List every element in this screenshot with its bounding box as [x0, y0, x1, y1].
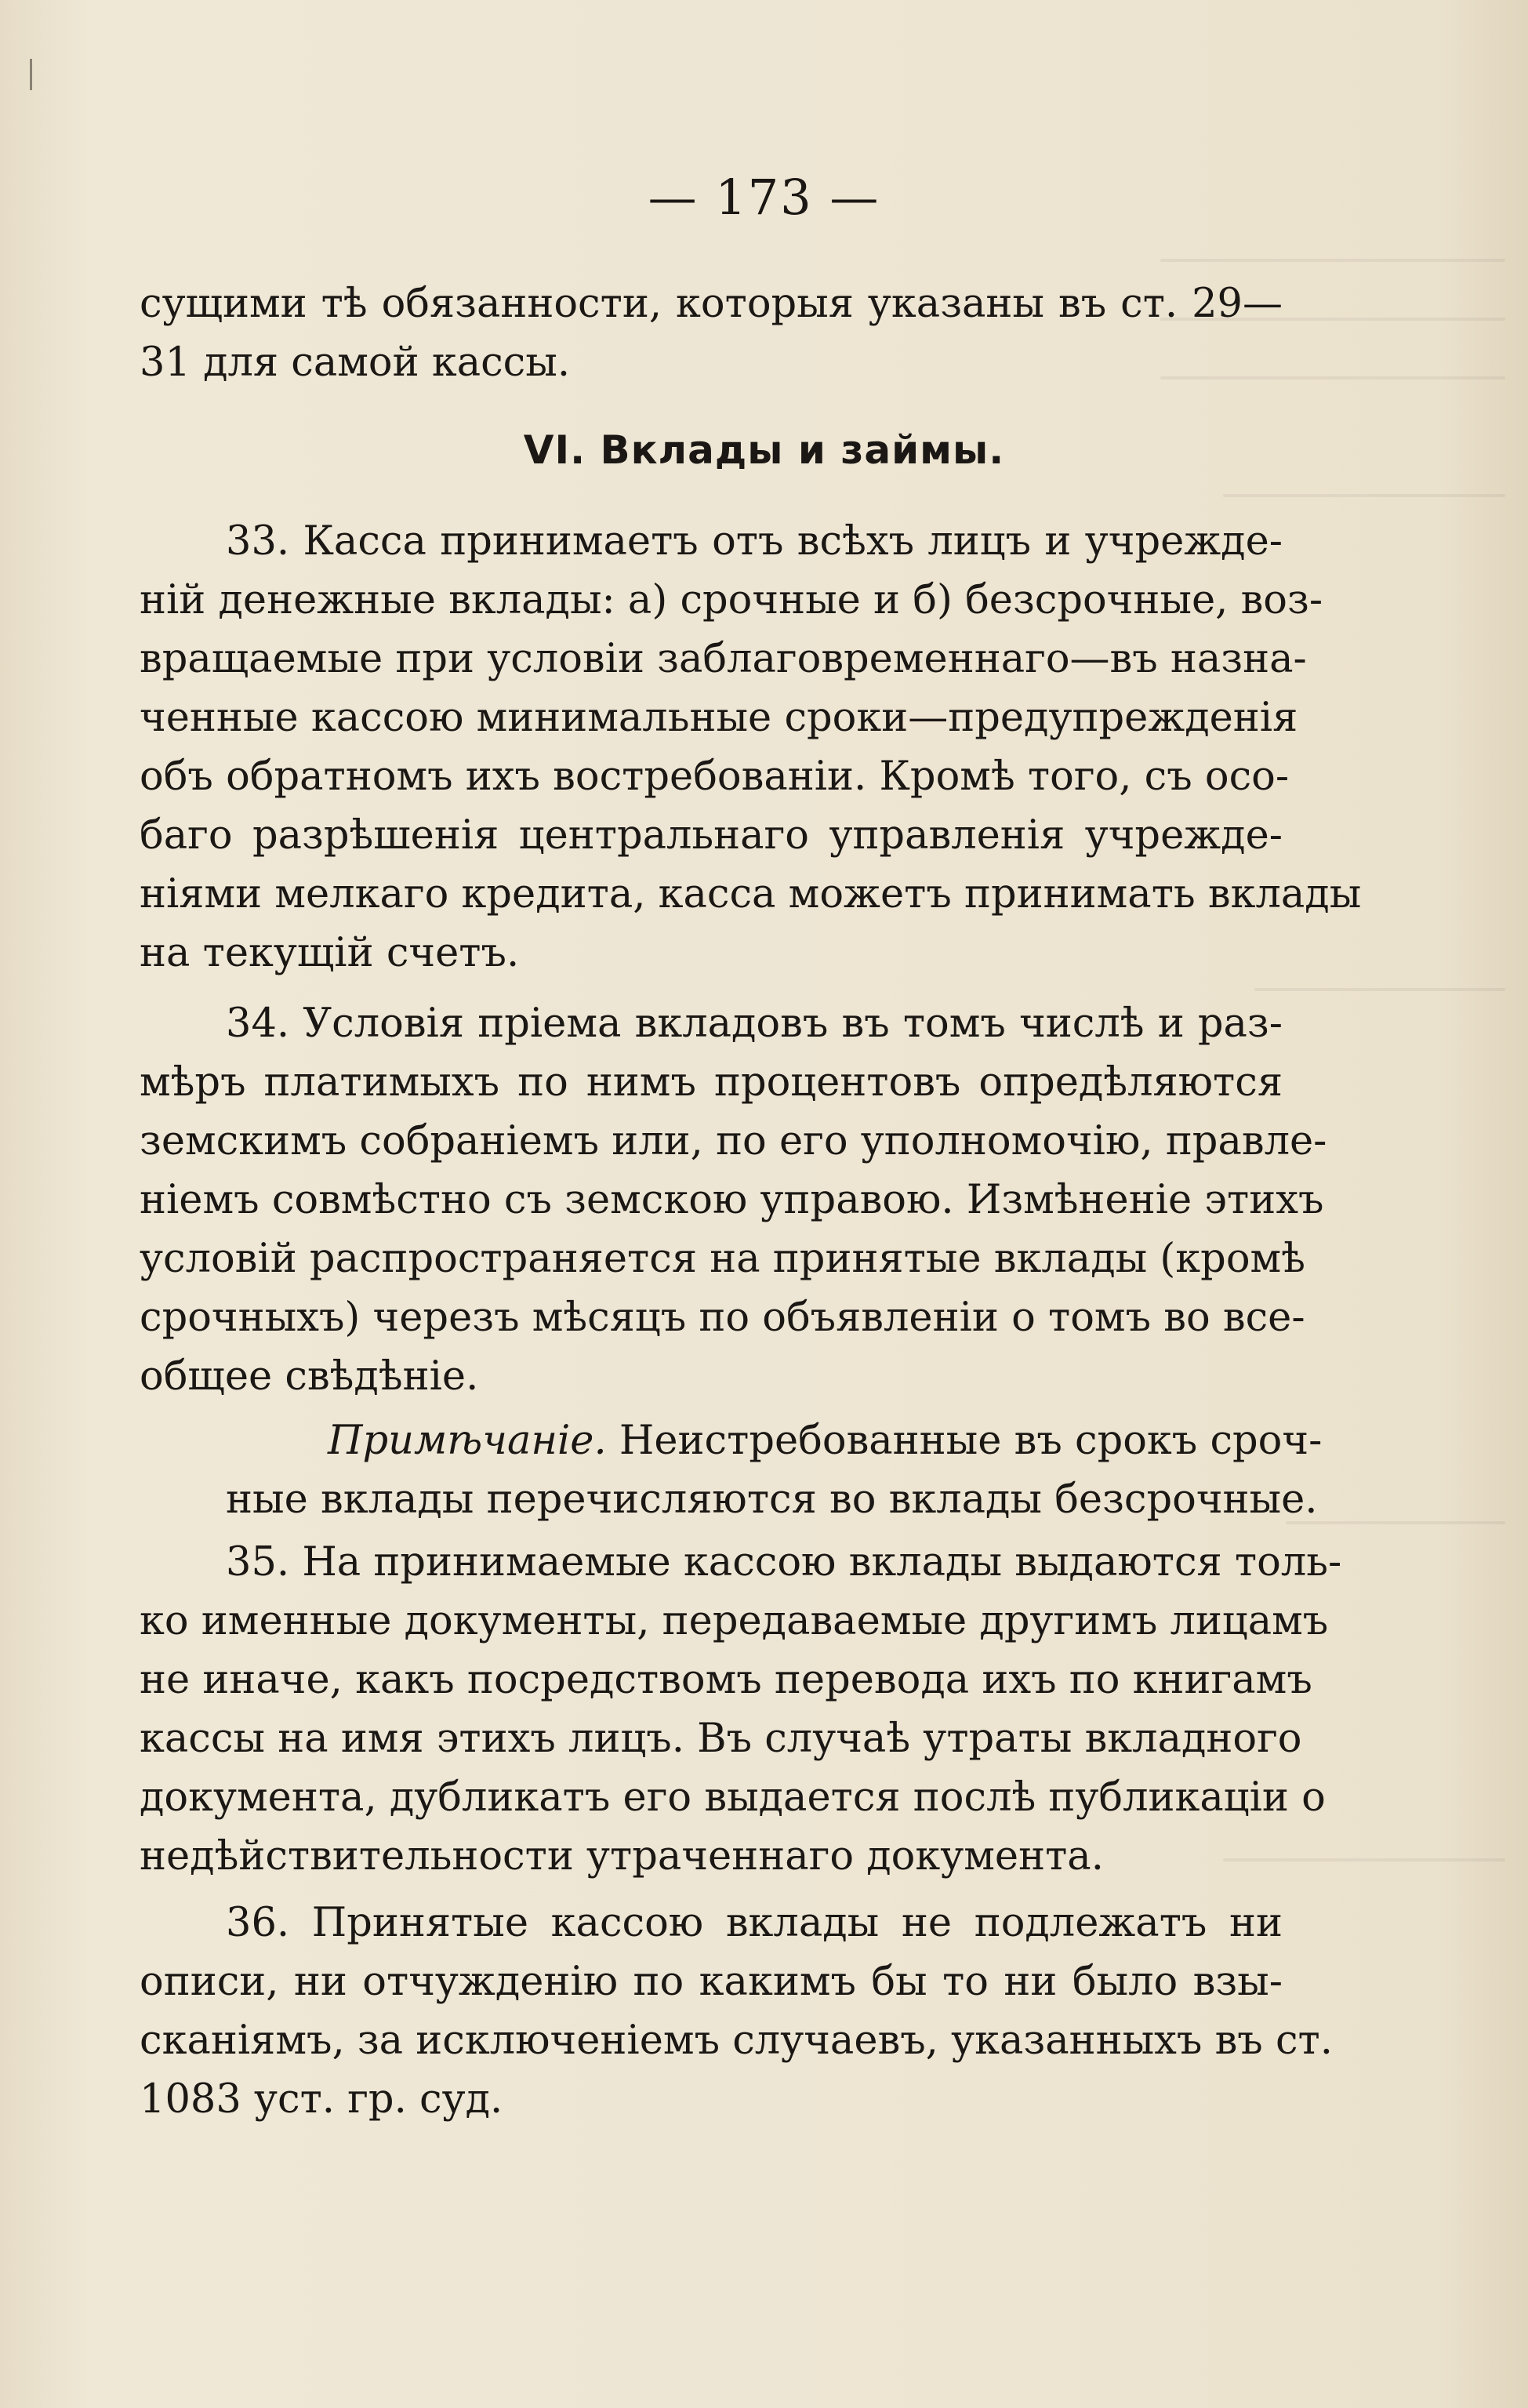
article-33 — [140, 512, 1362, 982]
continuation-paragraph — [140, 274, 1283, 392]
text-line: баго разрѣшенія центральнаго управленія учрежде- — [140, 812, 1283, 859]
text-line: ко именные документы, передаваемые другимъ лицамъ — [140, 1598, 1329, 1644]
text-line: ніемъ совмѣстно съ земскою управою. Измѣненіе этихъ — [140, 1177, 1324, 1223]
article-36 — [140, 1894, 1333, 2129]
text-line: общее свѣдѣніе. — [140, 1353, 479, 1400]
text-line: документа, дубликатъ его выдается послѣ публикаціи о — [140, 1774, 1326, 1821]
text-line: срочныхъ) черезъ мѣсяцъ по объявленіи о томъ во все- — [140, 1295, 1305, 1341]
text-line: недѣйствительности утраченнаго документа. — [140, 1833, 1104, 1880]
text-line: ніями мелкаго кредита, касса можетъ принимать вклады — [140, 871, 1362, 917]
text-line: 33. Касса принимаетъ отъ всѣхъ лицъ и учрежде- — [226, 518, 1283, 565]
text-line: мѣръ платимыхъ по нимъ процентовъ опредѣляются — [140, 1059, 1283, 1106]
text-line: 35. На принимаемые кассою вклады выдаются толь- — [226, 1539, 1342, 1585]
text-line: ные вклады перечисляются во вклады безсрочные. — [226, 1476, 1318, 1523]
bleed-through-line — [1160, 259, 1505, 262]
page-number: — 173 — — [648, 169, 880, 226]
text-line: 1083 уст. гр. суд. — [140, 2076, 503, 2123]
bleed-through-line — [1286, 1521, 1505, 1524]
text-line: 31 для самой кассы. — [140, 340, 571, 386]
text-line: не иначе, какъ посредствомъ перевода ихъ по книгамъ — [140, 1657, 1312, 1703]
text-line: описи, ни отчужденію по какимъ бы то ни было взы- — [140, 1959, 1283, 2005]
text-line: на текущій счетъ. — [140, 930, 520, 976]
text-line: земскимъ собраніемъ или, по его уполномочію, правле- — [140, 1118, 1327, 1164]
text-line: условій распространяется на принятые вклады (кромѣ — [140, 1236, 1305, 1282]
bleed-through-line — [1254, 988, 1505, 991]
section-heading: VI. Вклады и займы. — [523, 427, 1005, 473]
text-line: 34. Условія пріема вкладовъ въ томъ числѣ и раз- — [226, 1001, 1283, 1047]
bleed-through-line — [1223, 494, 1505, 497]
text-line: кассы на имя этихъ лицъ. Въ случаѣ утраты вкладного — [140, 1716, 1302, 1762]
note-label: Примѣчаніе. — [328, 1418, 607, 1464]
note-line — [140, 1411, 1323, 1470]
page-edge-mark — [30, 59, 32, 90]
text-line: сканіямъ, за исключеніемъ случаевъ, указанныхъ въ ст. — [140, 2018, 1333, 2064]
note-paragraph — [140, 1411, 1323, 1529]
note-text: Неистребованные въ срокъ сроч- — [606, 1418, 1323, 1464]
text-line: сущими тѣ обязанности, которыя указаны въ ст. 29— — [140, 281, 1283, 327]
text-line: вращаемые при условіи заблаговременнаго—въ назна- — [140, 636, 1307, 682]
text-line: объ обратномъ ихъ востребованіи. Кромѣ того, съ осо- — [140, 754, 1290, 800]
text-line: 36. Принятые кассою вклады не подлежатъ ни — [226, 1900, 1283, 1946]
article-34 — [140, 994, 1327, 1406]
article-35 — [140, 1533, 1342, 1886]
text-line: ній денежные вклады: а) срочные и б) безсрочные, воз- — [140, 577, 1323, 623]
text-line: ченные кассою минимальные сроки—предупрежденія — [140, 695, 1298, 741]
